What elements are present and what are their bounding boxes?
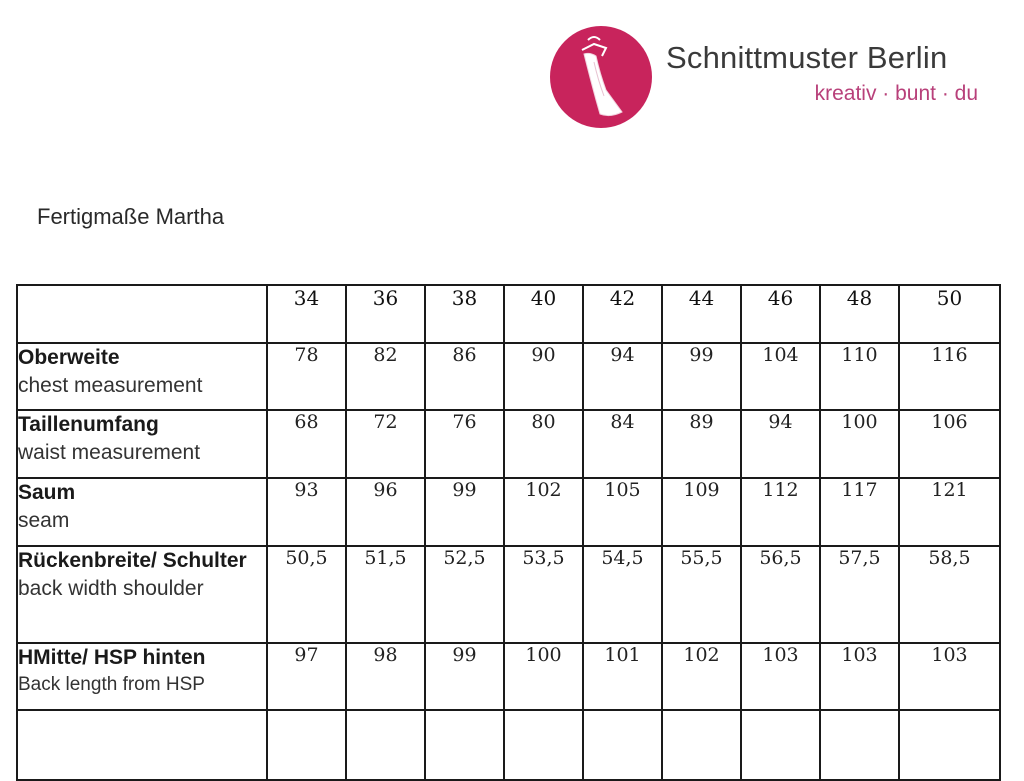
size-header: 44 xyxy=(662,285,741,343)
measurement-cell: 84 xyxy=(583,410,662,478)
row-label xyxy=(17,478,267,546)
measurement-cell xyxy=(267,710,346,780)
measurement-cell: 116 xyxy=(899,343,1000,410)
corner-cell xyxy=(17,285,267,343)
measurement-cell: 103 xyxy=(741,643,820,710)
measurement-cell: 103 xyxy=(820,643,899,710)
measurement-cell: 97 xyxy=(267,643,346,710)
measurement-cell: 52,5 xyxy=(425,546,504,643)
brand-header xyxy=(550,26,990,130)
measurement-cell: 99 xyxy=(425,478,504,546)
measurement-cell: 105 xyxy=(583,478,662,546)
table-row xyxy=(17,410,1000,478)
size-header: 42 xyxy=(583,285,662,343)
row-label-english: chest measurement xyxy=(18,374,203,397)
size-header: 40 xyxy=(504,285,583,343)
size-header: 36 xyxy=(346,285,425,343)
measurement-cell: 99 xyxy=(425,643,504,710)
measurement-cell: 109 xyxy=(662,478,741,546)
measurement-cell: 86 xyxy=(425,343,504,410)
row-label-english: back width shoulder xyxy=(18,577,204,600)
brand-name: Schnittmuster Berlin xyxy=(666,40,948,75)
measurement-cell: 78 xyxy=(267,343,346,410)
row-label-german: Taillenumfang xyxy=(18,413,159,436)
measurement-cell: 50,5 xyxy=(267,546,346,643)
measurement-cell: 55,5 xyxy=(662,546,741,643)
measurement-cell: 82 xyxy=(346,343,425,410)
size-header: 48 xyxy=(820,285,899,343)
measurement-cell: 100 xyxy=(504,643,583,710)
measurement-cell: 99 xyxy=(662,343,741,410)
size-header-row xyxy=(17,285,1000,343)
measurement-cell: 94 xyxy=(583,343,662,410)
row-label-english: waist measurement xyxy=(18,441,201,464)
measurement-cell xyxy=(820,710,899,780)
measurement-cell: 100 xyxy=(820,410,899,478)
row-label-german: Rückenbreite/ Schulter xyxy=(18,549,247,572)
row-label xyxy=(17,343,267,410)
measurement-cell: 98 xyxy=(346,643,425,710)
measurement-cell xyxy=(504,710,583,780)
row-label-german: Saum xyxy=(18,481,76,504)
row-label-german: HMitte/ HSP hinten xyxy=(18,646,206,669)
measurement-cell xyxy=(583,710,662,780)
size-header: 34 xyxy=(267,285,346,343)
document-title: Fertigmaße Martha xyxy=(37,204,225,229)
measurement-cell: 68 xyxy=(267,410,346,478)
measurement-cell: 51,5 xyxy=(346,546,425,643)
measurement-cell: 76 xyxy=(425,410,504,478)
measurement-cell: 96 xyxy=(346,478,425,546)
measurement-cell: 54,5 xyxy=(583,546,662,643)
measurement-cell: 94 xyxy=(741,410,820,478)
measurement-cell xyxy=(346,710,425,780)
row-label xyxy=(17,643,267,710)
measurement-cell: 56,5 xyxy=(741,546,820,643)
measurement-cell: 102 xyxy=(662,643,741,710)
table-row xyxy=(17,478,1000,546)
measurement-cell: 103 xyxy=(899,643,1000,710)
row-label xyxy=(17,546,267,643)
measurement-cell xyxy=(425,710,504,780)
measurement-cell xyxy=(741,710,820,780)
measurement-cell: 104 xyxy=(741,343,820,410)
measurement-cell: 102 xyxy=(504,478,583,546)
measurement-cell: 90 xyxy=(504,343,583,410)
measurement-cell: 101 xyxy=(583,643,662,710)
row-label-english: Back length from HSP xyxy=(18,674,205,695)
measurement-cell: 110 xyxy=(820,343,899,410)
size-header: 46 xyxy=(741,285,820,343)
table-row xyxy=(17,343,1000,410)
measurement-cell: 72 xyxy=(346,410,425,478)
row-label-english: seam xyxy=(18,509,70,532)
size-header: 50 xyxy=(899,285,1000,343)
dress-on-hanger-icon xyxy=(550,26,652,128)
measurement-cell xyxy=(899,710,1000,780)
table-row-empty xyxy=(17,710,1000,780)
measurement-cell: 121 xyxy=(899,478,1000,546)
brand-tagline: kreativ · bunt · du xyxy=(814,82,978,105)
table-row xyxy=(17,643,1000,710)
size-chart-table xyxy=(16,284,1001,781)
measurement-cell: 80 xyxy=(504,410,583,478)
measurement-cell: 112 xyxy=(741,478,820,546)
size-header: 38 xyxy=(425,285,504,343)
measurement-cell: 58,5 xyxy=(899,546,1000,643)
measurement-cell: 106 xyxy=(899,410,1000,478)
row-label-german: Oberweite xyxy=(18,346,120,369)
row-label xyxy=(17,410,267,478)
measurement-cell: 57,5 xyxy=(820,546,899,643)
measurement-cell: 89 xyxy=(662,410,741,478)
measurement-cell: 117 xyxy=(820,478,899,546)
measurement-cell: 53,5 xyxy=(504,546,583,643)
table-row xyxy=(17,546,1000,643)
row-label xyxy=(17,710,267,780)
measurement-cell xyxy=(662,710,741,780)
measurement-cell: 93 xyxy=(267,478,346,546)
